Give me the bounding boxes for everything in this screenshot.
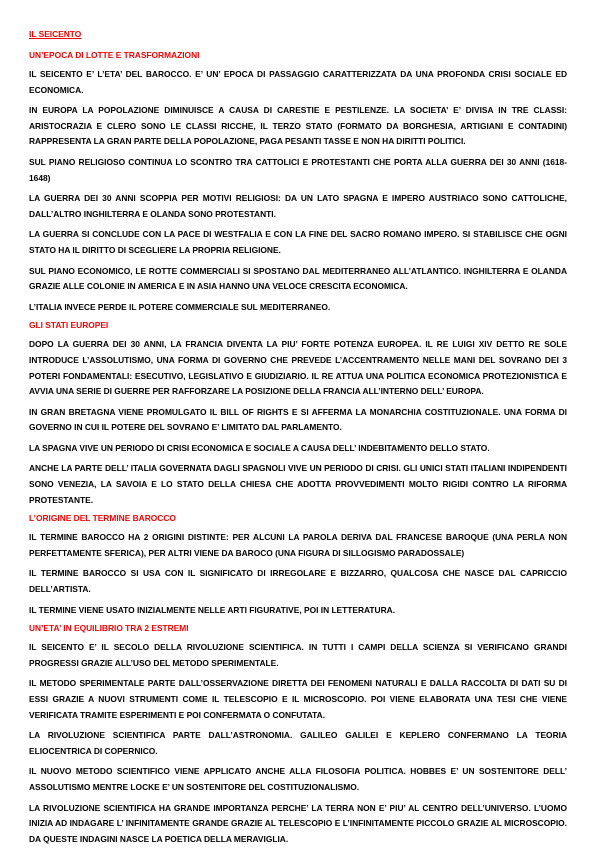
paragraph: L’ITALIA INVECE PERDE IL POTERE COMMERCIALE SUL MEDITERRANEO. [29, 301, 331, 312]
document-page [29, 29, 567, 852]
section-heading: UN’ETA’ IN EQUILIBRIO TRA 2 ESTREMI [29, 623, 189, 634]
paragraph: IN GRAN BRETAGNA VIENE PROMULGATO IL BILL OF RIGHTS E SI AFFERMA LA MONARCHIA COSTITUZIONALE. UNA FORMA DI GOVERNO IN CUI IL POTERE DEL SOVRANO E’ LIMITATO DAL PARLAMENTO. [29, 406, 567, 433]
paragraph: IL SEICENTO E’ L’ETA’ DEL BAROCCO. E’ UN’ EPOCA DI PASSAGGIO CARATTERIZZATA DA UNA PROFONDA CRISI SOCIALE ED ECONOMICA. [29, 69, 567, 95]
paragraph: IN EUROPA LA POPOLAZIONE DIMINUISCE A CAUSA DI CARESTIE E PESTILENZE. LA SOCIETA’ E’ DIVISA IN TRE CLASSI: ARISTOCRAZIA E CLERO SONO LE CLASSI RICCHE, IL TERZO STATO (FORMATO DA BORGHESIA, ARTIGIANI E CONTADINI) RAPPRESENTA LA GRAN PARTE DELLA POPOLAZIONE, PAGA PESANTI TASSE E NON HA DIRITTI POLITICI. [29, 105, 567, 147]
paragraph: LA RIVOLUZIONE SCIENTIFICA HA GRANDE IMPORTANZA PERCHE’ LA TERRA NON E’ PIU’ AL CENTRO DELL’UNIVERSO. L’UOMO INIZIA AD INDAGARE L’ INFINITAMENTE GRANDE GRAZIE AL TELESCOPIO E L’INFINITAMENTE PICCOLO GRAZIE AL MICROSCOPIO. DA QUESTE INDAGINI NASCE LA POETICA DELLA MERAVIGLIA. [29, 802, 567, 844]
section-heading: UN’EPOCA DI LOTTE E TRASFORMAZIONI [29, 50, 200, 60]
paragraph: IL NUOVO METODO SCIENTIFICO VIENE APPLICATO ANCHE ALLA FILOSOFIA POLITICA. HOBBES E’ UN SOSTENITORE DELL’ ASSOLUTISMO MENTRE LOCKE E’ UN SOSTENITORE DEL COSTITUZIONALISMO. [29, 766, 567, 792]
paragraph: SUL PIANO RELIGIOSO CONTINUA LO SCONTRO TRA CATTOLICI E PROTESTANTI CHE PORTA ALLA GUERRA DEI 30 ANNI (1618-1648) [29, 156, 567, 183]
paragraph: IL SEICENTO E’ IL SECOLO DELLA RIVOLUZIONE SCIENTIFICA. IN TUTTI I CAMPI DELLA SCIENZA SI VERIFICANO GRANDI PROGRESSI GRAZIE ALL’USO DEL METODO SPERIMENTALE. [29, 642, 567, 668]
section-heading: GLI STATI EUROPEI [29, 320, 109, 331]
paragraph: LA GUERRA DEI 30 ANNI SCOPPIA PER MOTIVI RELIGIOSI: DA UN LATO SPAGNA E IMPERO AUSTRIACO SONO CATTOLICHE, DALL’ALTRO INGHILTERRA E OLANDA SONO PROTESTANTI. [29, 193, 567, 219]
paragraph: SUL PIANO ECONOMICO, LE ROTTE COMMERCIALI SI SPOSTANO DAL MEDITERRANEO ALL’ATLANTICO. INGHILTERRA E OLANDA GRAZIE ALLE COLONIE IN AMERICA E IN ASIA HANNO UNA VELOCE CRESCITA ECONOMICA. [29, 265, 567, 292]
paragraph: DOPO LA GUERRA DEI 30 ANNI, LA FRANCIA DIVENTA LA PIU’ FORTE POTENZA EUROPEA. IL RE LUIGI XIV DETTO RE SOLE INTRODUCE L’ASSOLUTISMO, UNA FORMA DI GOVERNO CHE PREVEDE L’ACCENTRAMENTO NELLE MANI DEL SOVRANO DEI 3 POTERI FONDAMENTALI: ESECUTIVO, LEGISLATIVO E GIUDIZIARIO. IL RE ATTUA UNA POLITICA ECONOMICA PROTEZIONISTICA E AVVIA UNA SERIE DI GUERRE PER RAFFORZARE LA POSIZIONE DELLA FRANCIA ALL’INTERNO DELL’ EUROPA. [29, 339, 567, 397]
section-epoca [29, 50, 567, 315]
paragraph: LA RIVOLUZIONE SCIENTIFICA PARTE DALL’ASTRONOMIA. GALILEO GALILEI E KEPLERO CONFERMANO LA TEORIA ELIOCENTRICA DI COPERNICO. [29, 730, 567, 756]
section-stati-europei [29, 320, 567, 508]
paragraph: LA SPAGNA VIVE UN PERIODO DI CRISI ECONOMICA E SOCIALE A CAUSA DELL’ INDEBITAMENTO DELLO STATO. [29, 442, 490, 453]
paragraph: IL TERMINE BAROCCO HA 2 ORIGINI DISTINTE: PER ALCUNI LA PAROLA DERIVA DAL FRANCESE BAROQUE (UNA PERLA NON PERFETTAMENTE SFERICA), PER ALTRI VIENE DA BAROCO (UNA FIGURA DI SILLOGISMO PARADOSSALE) [29, 532, 567, 558]
paragraph: IL TERMINE BAROCCO SI USA CON IL SIGNIFICATO DI IRREGOLARE E BIZZARRO, QUALCOSA CHE NASCE DAL CAPRICCIO DELL’ARTISTA. [29, 568, 567, 595]
paragraph: IL METODO SPERIMENTALE PARTE DALL’OSSERVAZIONE DIRETTA DEI FENOMENI NATURALI E DALLA RACCOLTA DI DATI SU DI ESSI GRAZIE A NUOVI STRUMENTI COME IL TELESCOPIO E IL MICROSCOPIO. POI VIENE ELABORATA UNA TESI CHE VIENE VERIFICATA TRAMITE ESPERIMENTI E POI CONFERMATA O CONFUTATA. [29, 678, 567, 720]
paragraph: IL TERMINE VIENE USATO INIZIALMENTE NELLE ARTI FIGURATIVE, POI IN LETTERATURA. [29, 604, 396, 615]
document-title: IL SEICENTO [29, 29, 82, 39]
section-origine-barocco [29, 513, 567, 618]
paragraph: LA GUERRA SI CONCLUDE CON LA PACE DI WESTFALIA E CON LA FINE DEL SACRO ROMANO IMPERO. SI STABILISCE CHE OGNI STATO HA IL DIRITTO DI SCEGLIERE LA PROPRIA RELIGIONE. [29, 229, 567, 255]
section-equilibrio [29, 623, 567, 847]
section-heading: L’ORIGINE DEL TERMINE BAROCCO [29, 513, 176, 524]
paragraph: ANCHE LA PARTE DELL’ ITALIA GOVERNATA DAGLI SPAGNOLI VIVE UN PERIODO DI CRISI. GLI UNICI STATI ITALIANI INDIPENDENTI SONO VENEZIA, LA SAVOIA E LO STATO DELLA CHIESA CHE ADOTTA PROVVEDIMENTI MOLTO RIGIDI CONTRO LA RIFORMA PROTESTANTE. [29, 463, 567, 505]
